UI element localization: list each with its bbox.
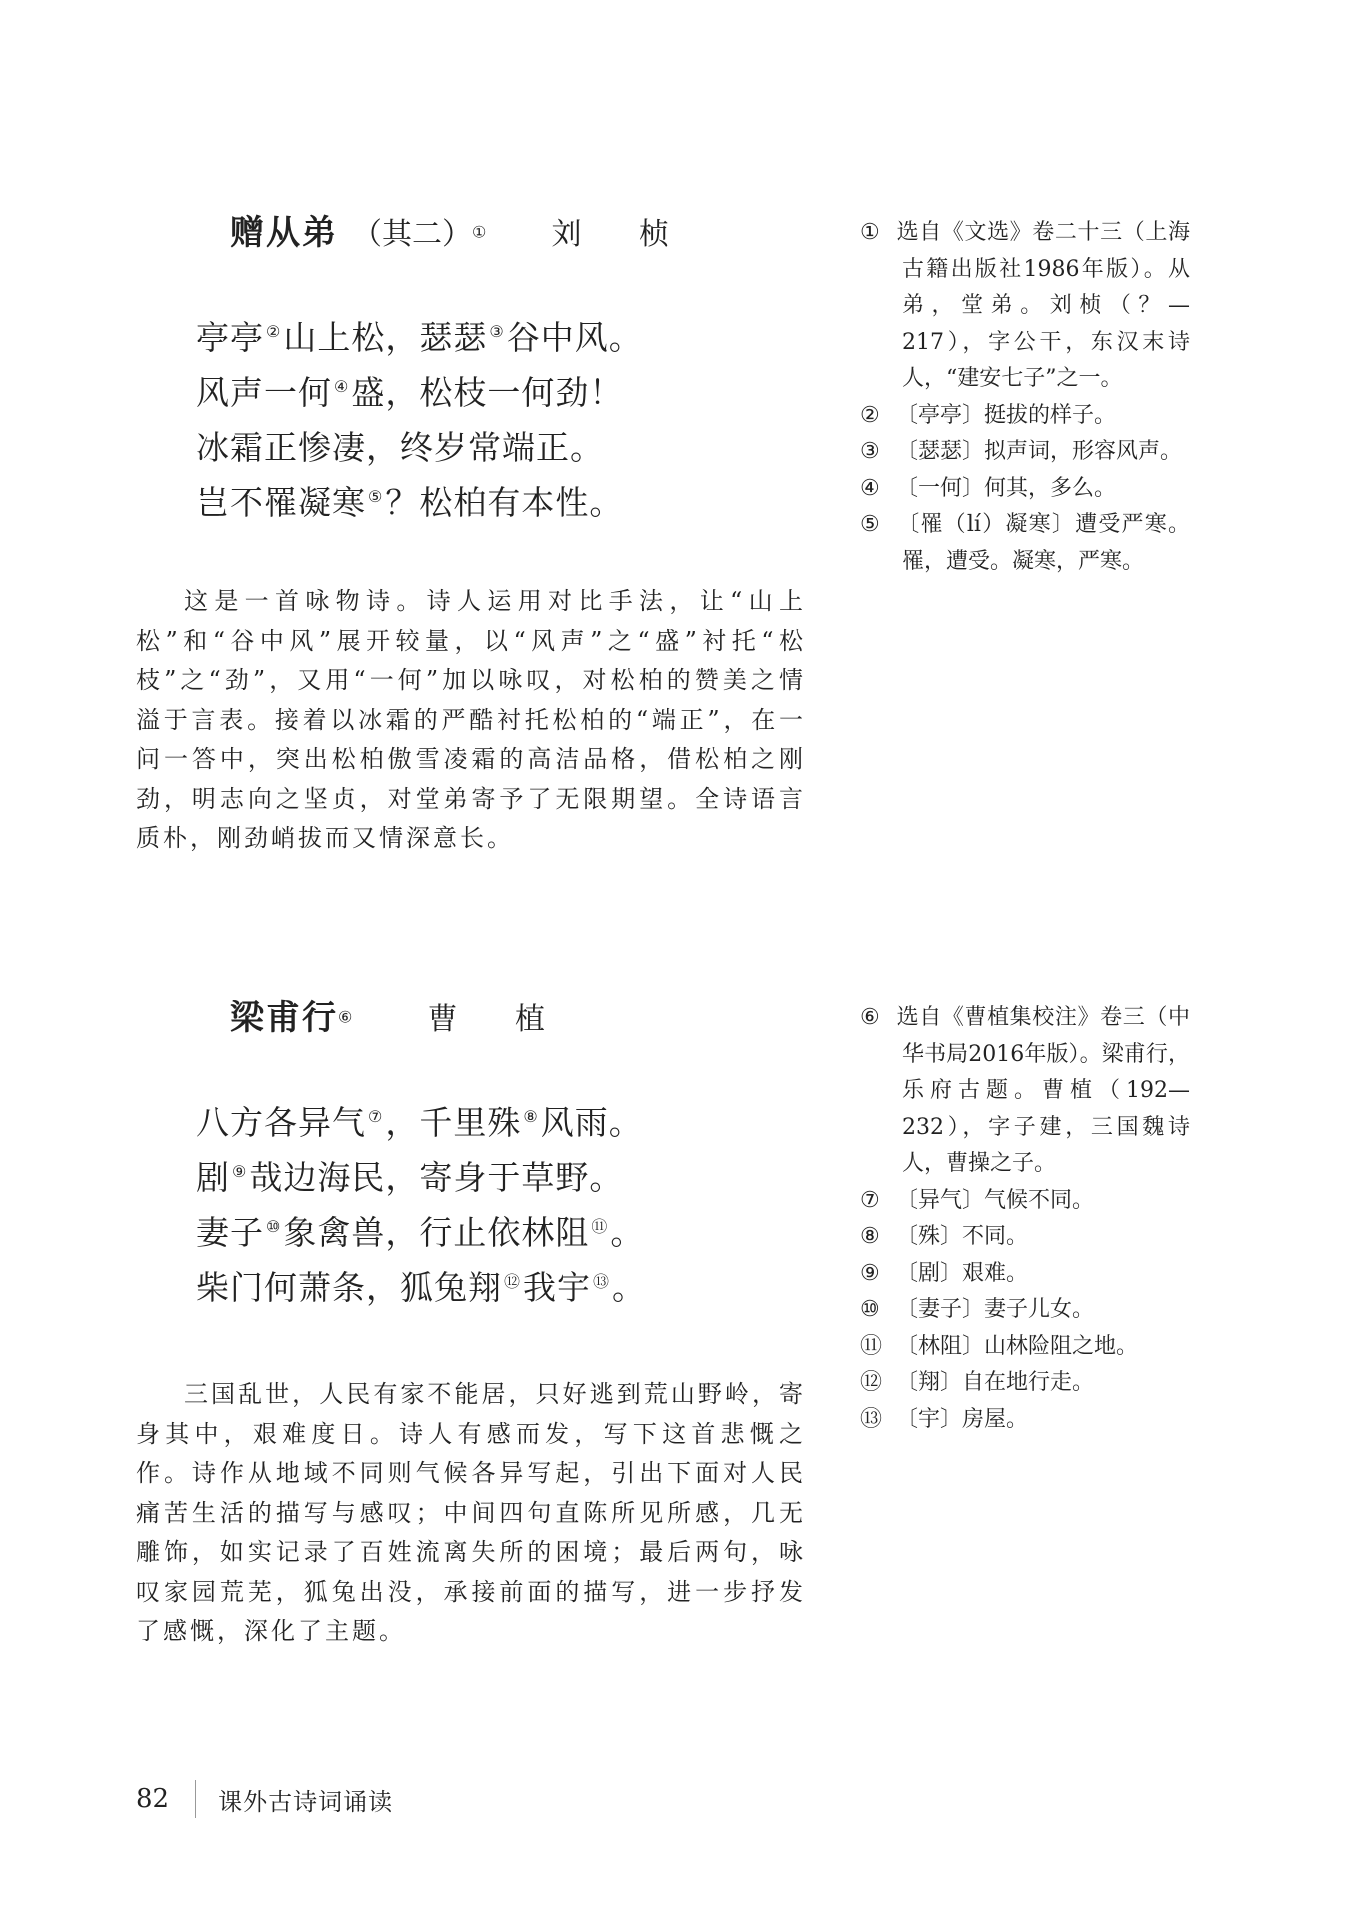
running-title: 课外古诗词诵读	[218, 1787, 394, 1816]
footnote-text: 〔瑟瑟〕拟声词，形容风声。	[896, 439, 1183, 464]
verse-text: ？松柏有本性。	[385, 483, 624, 522]
footnote-number: ②	[860, 402, 880, 428]
verse-text: 哉边海民，寄身于草野。	[249, 1158, 624, 1197]
verse-text: 。	[612, 1268, 647, 1307]
footnote-number: ⑪	[860, 1333, 883, 1359]
verse-text: 妻子	[196, 1213, 264, 1252]
verse-text: 亭亭	[196, 318, 264, 357]
footnote-marker: ④	[334, 377, 350, 396]
footnote-number: ⑩	[860, 1297, 880, 1322]
footnote-text: 〔林阻〕山林险阻之地。	[896, 1333, 1139, 1359]
footnote-marker: ⑬	[593, 1272, 611, 1291]
footnote	[860, 1402, 1190, 1439]
poem-verses	[196, 310, 643, 530]
footnote-marker: ⑧	[523, 1107, 539, 1126]
footnote	[860, 1219, 1190, 1256]
footnote	[860, 434, 1190, 471]
poem-title-line	[230, 990, 569, 1050]
footnote-text: 〔罹（lí）凝寒〕遭受严寒。罹，遭受。凝寒，严寒。	[896, 512, 1190, 574]
verse-text: 剧	[196, 1158, 230, 1197]
verse-line	[196, 1095, 646, 1150]
footnote-marker: ⑪	[591, 1217, 609, 1236]
verse-text: 我宇	[523, 1268, 592, 1307]
footnote-text: 选自《文选》卷二十三（上海古籍出版社1986年版）。从弟，堂弟。刘桢（？—217），字公干，东汉末诗人，“建安七子”之一。	[896, 220, 1190, 391]
verse-line	[196, 1150, 646, 1205]
poem-author: 刘 桢	[551, 217, 693, 252]
poem-commentary: 三国乱世，人民有家不能居，只好逃到荒山野岭，寄身其中，艰难度日。诗人有感而发，写下这首悲慨之作。诗作从地域不同则气候各异写起，引出下面对人民痛苦生活的描写与感叹；中间四句直陈所见所感，几无雕饰，如实记录了百姓流离失所的困境；最后两句，咏叹家园荒芜，狐兔出没，承接前面的描写，进一步抒发了感慨，深化了主题。	[136, 1380, 806, 1645]
poem-title: 梁甫行	[230, 998, 338, 1038]
poem-author: 曹 植	[427, 1002, 569, 1037]
footnote-number: ⑨	[860, 1260, 880, 1286]
footnote-marker: ⑥	[338, 1007, 353, 1027]
footnotes-column	[860, 215, 1190, 580]
verse-line	[196, 365, 643, 420]
footnote	[860, 1365, 1190, 1402]
verse-text: 。	[610, 1213, 645, 1252]
verse-text: 冰霜正惨凄，终岁常端正。	[196, 428, 604, 467]
footnote-number: ⑤	[860, 512, 880, 537]
footnote-marker: ⑫	[504, 1272, 522, 1291]
footnote-number: ⑧	[860, 1224, 880, 1249]
footer-divider	[195, 1780, 196, 1818]
footnote-number: ③	[860, 439, 880, 464]
verse-text: 岂不罹凝寒	[196, 483, 366, 522]
footnote	[860, 398, 1190, 435]
footnote-marker: ③	[489, 322, 505, 341]
footnote-number: ⑬	[860, 1406, 883, 1432]
footnote-marker: ⑨	[232, 1162, 248, 1181]
verse-line	[196, 310, 643, 365]
verse-text: 谷中风。	[506, 318, 643, 357]
footnote	[860, 1256, 1190, 1293]
footnote-text: 〔宇〕房屋。	[896, 1406, 1029, 1432]
poem-commentary: 这是一首咏物诗。诗人运用对比手法，让“山上松”和“谷中风”展开较量，以“风声”之“盛”衬托“松枝”之“劲”，又用“一何”加以咏叹，对松柏的赞美之情溢于言表。接着以冰霜的严酷衬托松柏的“端正”，在一问一答中，突出松柏傲雪凌霜的高洁品格，借松柏之刚劲，明志向之坚贞，对堂弟寄予了无限期望。全诗语言质朴，刚劲峭拔而又情深意长。	[136, 587, 806, 852]
footnote-number: ⑥	[860, 1005, 880, 1030]
footnote	[860, 1000, 1190, 1183]
footnote-number: ①	[860, 220, 880, 245]
footnote-number: ⑫	[860, 1370, 883, 1395]
footnote-marker: ②	[266, 322, 282, 341]
verse-text: 风声一何	[196, 373, 332, 412]
footnote	[860, 1292, 1190, 1329]
footnote-marker: ⑤	[368, 487, 384, 506]
verse-line	[196, 1260, 646, 1315]
poem-subtitle: （其二）	[352, 217, 472, 252]
verse-text: ，千里殊	[385, 1103, 522, 1142]
footnote-marker: ①	[472, 222, 487, 242]
footnote-number: ④	[860, 475, 880, 501]
footnote-text: 〔异气〕气候不同。	[896, 1187, 1095, 1213]
poem-verses	[196, 1095, 646, 1315]
poem-title: 赠从弟	[230, 213, 338, 253]
footnote	[860, 471, 1190, 508]
footnote-text: 〔妻子〕妻子儿女。	[896, 1297, 1095, 1322]
page-footer	[136, 1780, 393, 1820]
verse-text: 风雨。	[540, 1103, 643, 1142]
page-number: 82	[136, 1784, 170, 1814]
verse-line	[196, 420, 643, 475]
verse-text: 八方各异气	[196, 1103, 366, 1142]
footnote	[860, 507, 1190, 580]
poem-title-line	[230, 205, 693, 265]
verse-text: 象禽兽，行止依林阻	[283, 1213, 590, 1252]
footnote-text: 〔剧〕艰难。	[896, 1260, 1029, 1286]
verse-line	[196, 475, 643, 530]
footnote	[860, 215, 1190, 398]
verse-text: 柴门何萧条，狐兔翔	[196, 1268, 502, 1307]
footnote-text: 〔亭亭〕挺拔的样子。	[896, 402, 1117, 428]
footnote	[860, 1329, 1190, 1366]
footnote-marker: ⑦	[368, 1107, 384, 1126]
footnote-number: ⑦	[860, 1187, 880, 1213]
footnote-text: 〔一何〕何其，多么。	[896, 475, 1117, 501]
verse-text: 山上松，瑟瑟	[283, 318, 488, 357]
footnote-marker: ⑩	[266, 1217, 282, 1236]
footnote	[860, 1183, 1190, 1220]
verse-text: 盛，松枝一何劲！	[351, 373, 624, 412]
footnotes-column	[860, 1000, 1190, 1438]
footnote-text: 〔殊〕不同。	[896, 1224, 1029, 1249]
footnote-text: 〔翔〕自在地行走。	[896, 1370, 1095, 1395]
footnote-text: 选自《曹植集校注》卷三（中华书局2016年版）。梁甫行，乐府古题。曹植（192—232），字子建，三国魏诗人，曹操之子。	[896, 1005, 1190, 1176]
verse-line	[196, 1205, 646, 1260]
